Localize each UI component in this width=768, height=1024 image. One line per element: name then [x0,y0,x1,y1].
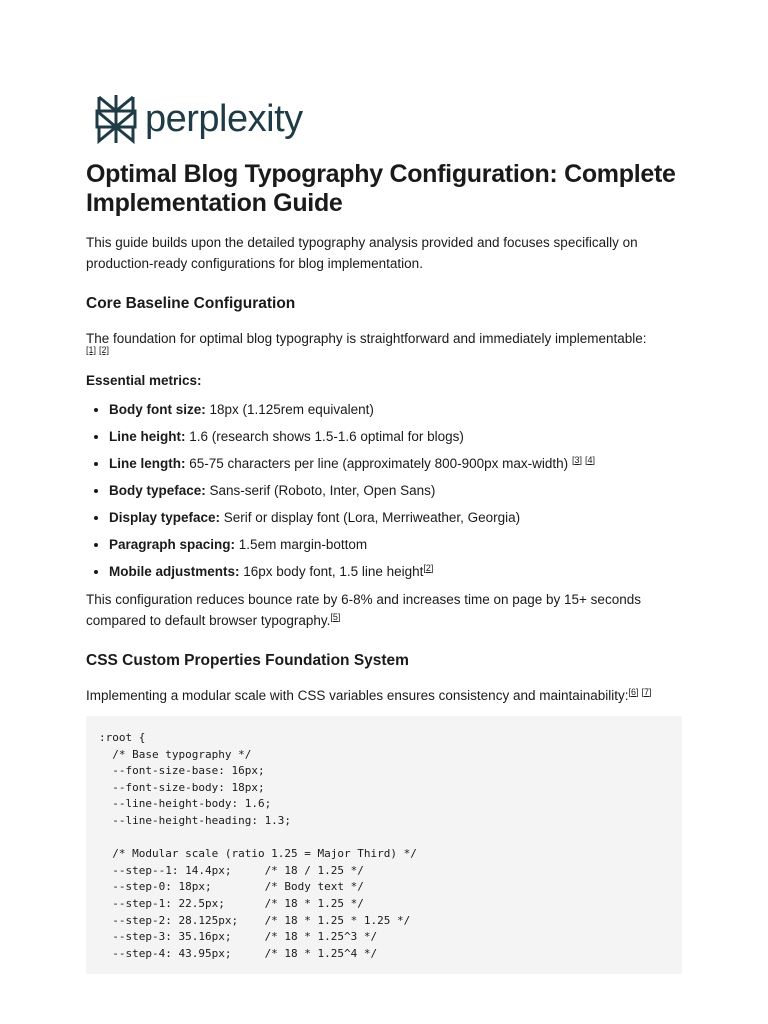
metrics-list [86,400,686,581]
item-label: Display typeface: [109,510,221,525]
citation-group [330,612,343,622]
item-text: 18px (1.125rem equivalent) [205,402,374,417]
item-label: Line height: [109,429,186,444]
item-text: Serif or display font (Lora, Merriweather, Georgia) [220,510,521,525]
citation-link[interactable]: [5] [330,611,341,622]
foundation-text: The foundation for optimal blog typography is straightforward and immediately implementable: [86,331,647,346]
citation-link[interactable]: [2] [99,345,110,355]
intro-paragraph: This guide builds upon the detailed typography analysis provided and focuses specifically on production-ready configurations for blog implementation. [86,235,638,271]
code-block: :root { /* Base typography */ --font-size-base: 16px; --font-size-body: 18px; --line-height-body: 1.6; --line-height-heading: 1.3; /* Modular scale (ratio 1.25 = Major Third) */ --step--1: 14.4px; /* 18 / 1.25 */ --step-0: 18px; /* Body text */ --step-1: 22.5px; /* 18 * 1.25 */ --step-2: 28.125px; /* 18 * 1.25 * 1.25 */ --step-3: 35.16px; /* 18 * 1.25^3 */ --step-4: 43.95px; /* 18 * 1.25^4 */ [86,716,682,974]
item-text: 1.5em margin-bottom [235,537,368,552]
closing-paragraph [86,589,686,631]
citation-link[interactable]: [3] [571,454,582,465]
perplexity-logo-icon [94,93,138,145]
item-text: 16px body font, 1.5 line height [239,564,424,579]
item-text: Sans-serif (Roboto, Inter, Open Sans) [205,483,436,498]
citation-group [572,455,598,465]
document-body [86,160,686,974]
citation-link[interactable]: [7] [641,686,652,697]
item-text: 1.6 (research shows 1.5-1.6 optimal for blogs) [185,429,464,444]
list-item [109,481,686,500]
brand-name: perplexity [145,98,303,140]
foundation-paragraph [86,328,686,355]
modular-scale-text: Implementing a modular scale with CSS variables ensures consistency and maintainability: [86,688,629,703]
section-heading-css-custom-properties: CSS Custom Properties Foundation System [86,652,409,669]
citation-link[interactable]: [2] [423,562,434,573]
list-item [109,535,686,554]
citation-link[interactable]: [6] [628,686,639,697]
list-item [109,400,686,419]
citation-group [86,345,686,355]
modular-scale-paragraph [86,685,686,706]
page-title: Optimal Blog Typography Configuration: Complete Implementation Guide [86,160,676,217]
item-label: Body font size: [109,402,206,417]
list-item [109,562,686,581]
item-label: Body typeface: [109,483,206,498]
citation-link[interactable]: [1] [86,345,97,355]
section-heading-core-baseline: Core Baseline Configuration [86,295,296,312]
item-text: 65-75 characters per line (approximately 800-900px max-width) [185,456,569,471]
item-label: Line length: [109,456,186,471]
item-label: Mobile adjustments: [109,564,240,579]
brand-logo [94,93,303,145]
list-item [109,427,686,446]
citation-group [629,687,655,697]
list-item [109,508,686,527]
citation-group [423,563,436,573]
closing-text: This configuration reduces bounce rate by 6-8% and increases time on page by 15+ seconds compared to default browser typography. [86,592,641,628]
list-item [109,454,686,473]
citation-link[interactable]: [4] [584,454,595,465]
essential-metrics-heading: Essential metrics: [86,373,202,388]
item-label: Paragraph spacing: [109,537,236,552]
